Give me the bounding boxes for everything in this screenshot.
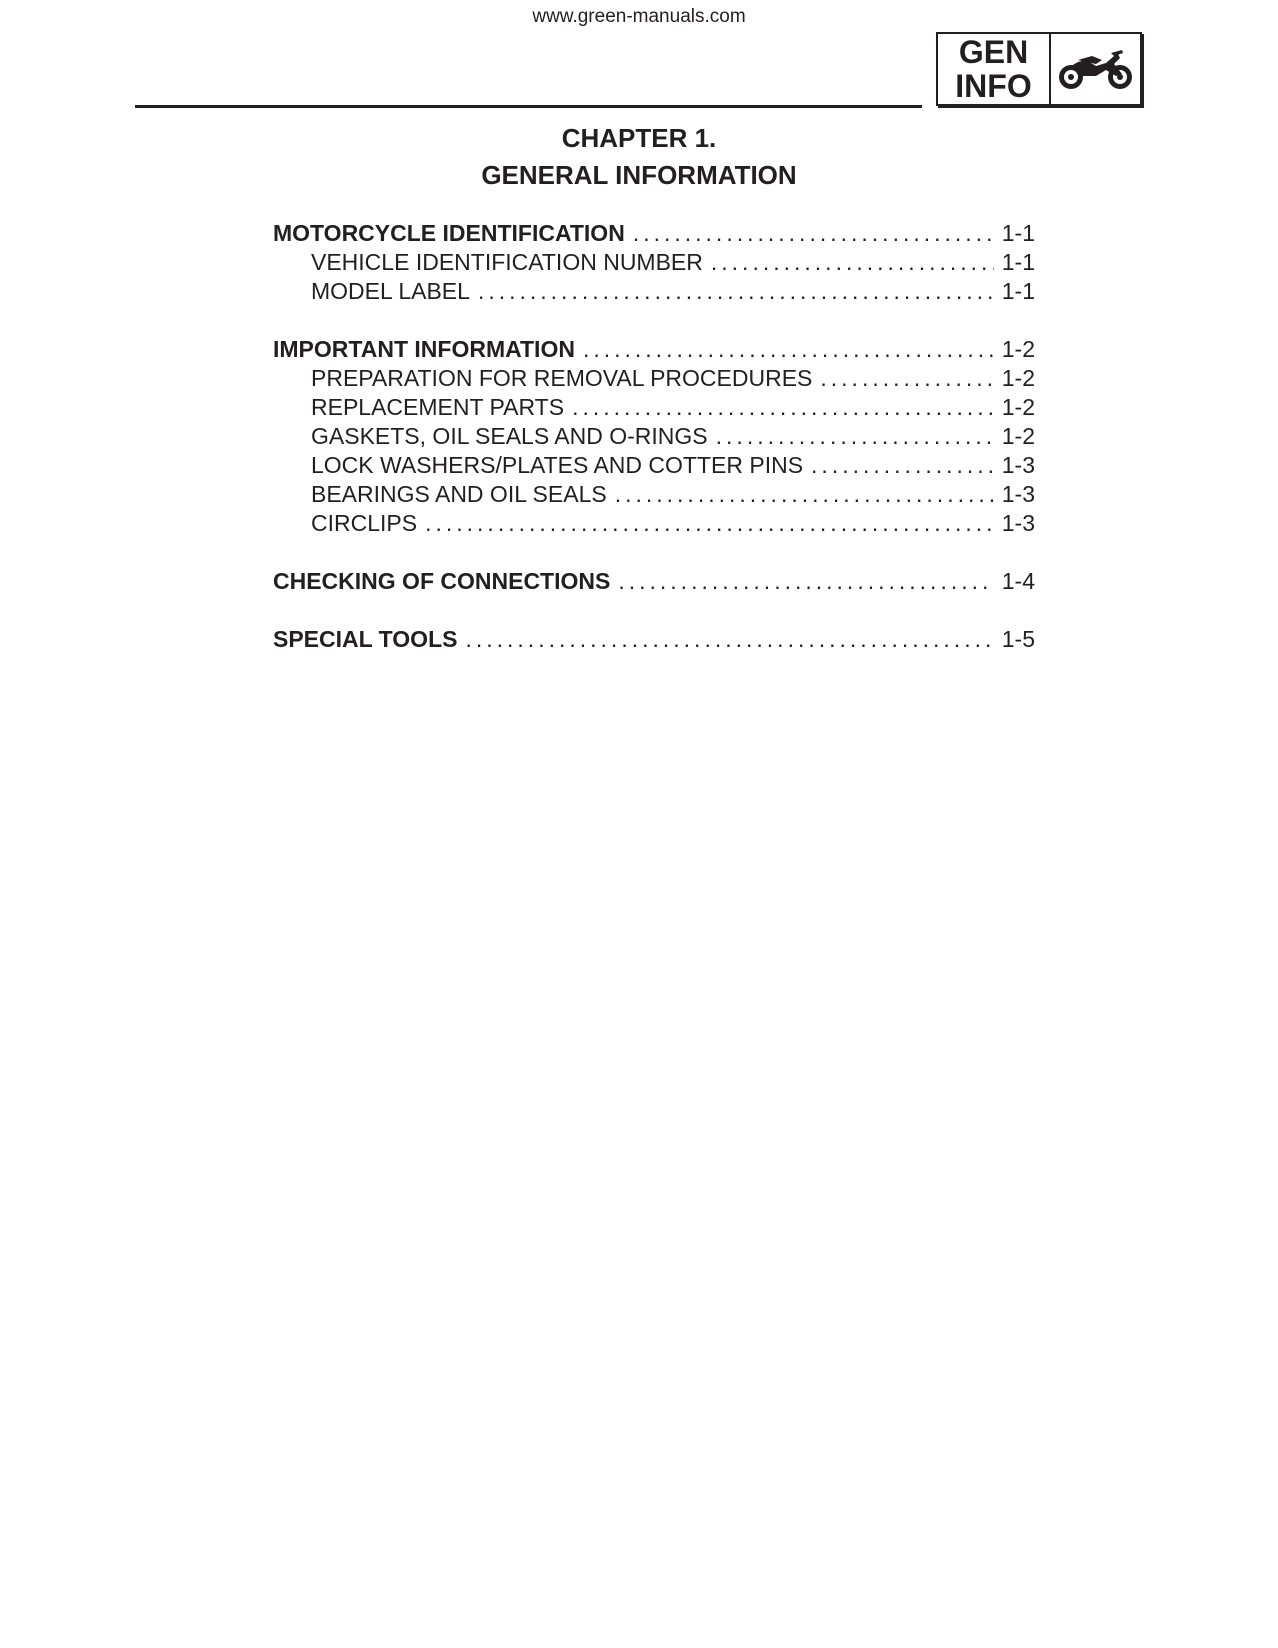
toc-leader-dots	[633, 219, 994, 248]
toc-leader-dots	[716, 422, 994, 451]
toc-leader-dots	[820, 364, 993, 393]
table-of-contents	[273, 219, 1035, 654]
chapter-title: GENERAL INFORMATION	[481, 160, 797, 190]
toc-page-number: 1-1	[1001, 220, 1035, 246]
toc-entry-motorcycle-identification[interactable]	[273, 219, 1035, 248]
badge-line-info: INFO	[955, 68, 1032, 104]
toc-page-number: 1-4	[1001, 568, 1035, 594]
chapter-heading	[0, 120, 1278, 194]
toc-label: BEARINGS AND OIL SEALS	[311, 481, 607, 507]
toc-label: REPLACEMENT PARTS	[311, 394, 565, 420]
toc-leader-dots	[711, 248, 994, 277]
toc-label: CHECKING OF CONNECTIONS	[273, 568, 611, 594]
toc-label: CIRCLIPS	[311, 510, 418, 536]
toc-entry-model-label[interactable]	[273, 277, 1035, 306]
toc-label: PREPARATION FOR REMOVAL PROCEDURES	[311, 365, 813, 391]
toc-entry-circlips[interactable]	[273, 509, 1035, 538]
toc-entry-preparation-for-removal[interactable]	[273, 364, 1035, 393]
toc-leader-dots	[478, 277, 994, 306]
toc-entry-vehicle-identification-number[interactable]	[273, 248, 1035, 277]
toc-leader-dots	[618, 567, 993, 596]
header-rule	[135, 105, 922, 108]
toc-page-number: 1-3	[1001, 481, 1035, 507]
toc-page-number: 1-3	[1001, 510, 1035, 536]
toc-leader-dots	[425, 509, 994, 538]
toc-entry-bearings[interactable]	[273, 480, 1035, 509]
toc-entry-important-information[interactable]	[273, 335, 1035, 364]
toc-page-number: 1-2	[1001, 423, 1035, 449]
toc-leader-dots	[615, 480, 994, 509]
toc-page-number: 1-1	[1001, 249, 1035, 275]
badge-line-gen: GEN	[958, 34, 1029, 70]
motorcycle-icon	[1051, 34, 1140, 104]
toc-label: MODEL LABEL	[311, 278, 470, 304]
toc-page-number: 1-5	[1001, 626, 1035, 652]
section-badge	[936, 32, 1142, 106]
toc-page-number: 1-1	[1001, 278, 1035, 304]
toc-label: GASKETS, OIL SEALS AND O-RINGS	[311, 423, 708, 449]
toc-page-number: 1-2	[1001, 394, 1035, 420]
toc-label: MOTORCYCLE IDENTIFICATION	[273, 220, 625, 246]
toc-page-number: 1-2	[1001, 336, 1035, 362]
toc-page-number: 1-2	[1001, 365, 1035, 391]
badge-text	[938, 34, 1051, 104]
toc-entry-gaskets[interactable]	[273, 422, 1035, 451]
toc-label: SPECIAL TOOLS	[273, 626, 458, 652]
toc-label: LOCK WASHERS/PLATES AND COTTER PINS	[311, 452, 804, 478]
toc-entry-lock-washers[interactable]	[273, 451, 1035, 480]
chapter-number: CHAPTER 1.	[561, 123, 717, 153]
toc-entry-checking-connections[interactable]	[273, 567, 1035, 596]
toc-leader-dots	[465, 625, 993, 654]
toc-leader-dots	[811, 451, 994, 480]
toc-label: VEHICLE IDENTIFICATION NUMBER	[311, 249, 703, 275]
toc-label: IMPORTANT INFORMATION	[273, 336, 575, 362]
toc-entry-replacement-parts[interactable]	[273, 393, 1035, 422]
toc-leader-dots	[583, 335, 994, 364]
toc-page-number: 1-3	[1001, 452, 1035, 478]
toc-leader-dots	[572, 393, 994, 422]
site-url: www.green-manuals.com	[532, 6, 746, 27]
toc-entry-special-tools[interactable]	[273, 625, 1035, 654]
